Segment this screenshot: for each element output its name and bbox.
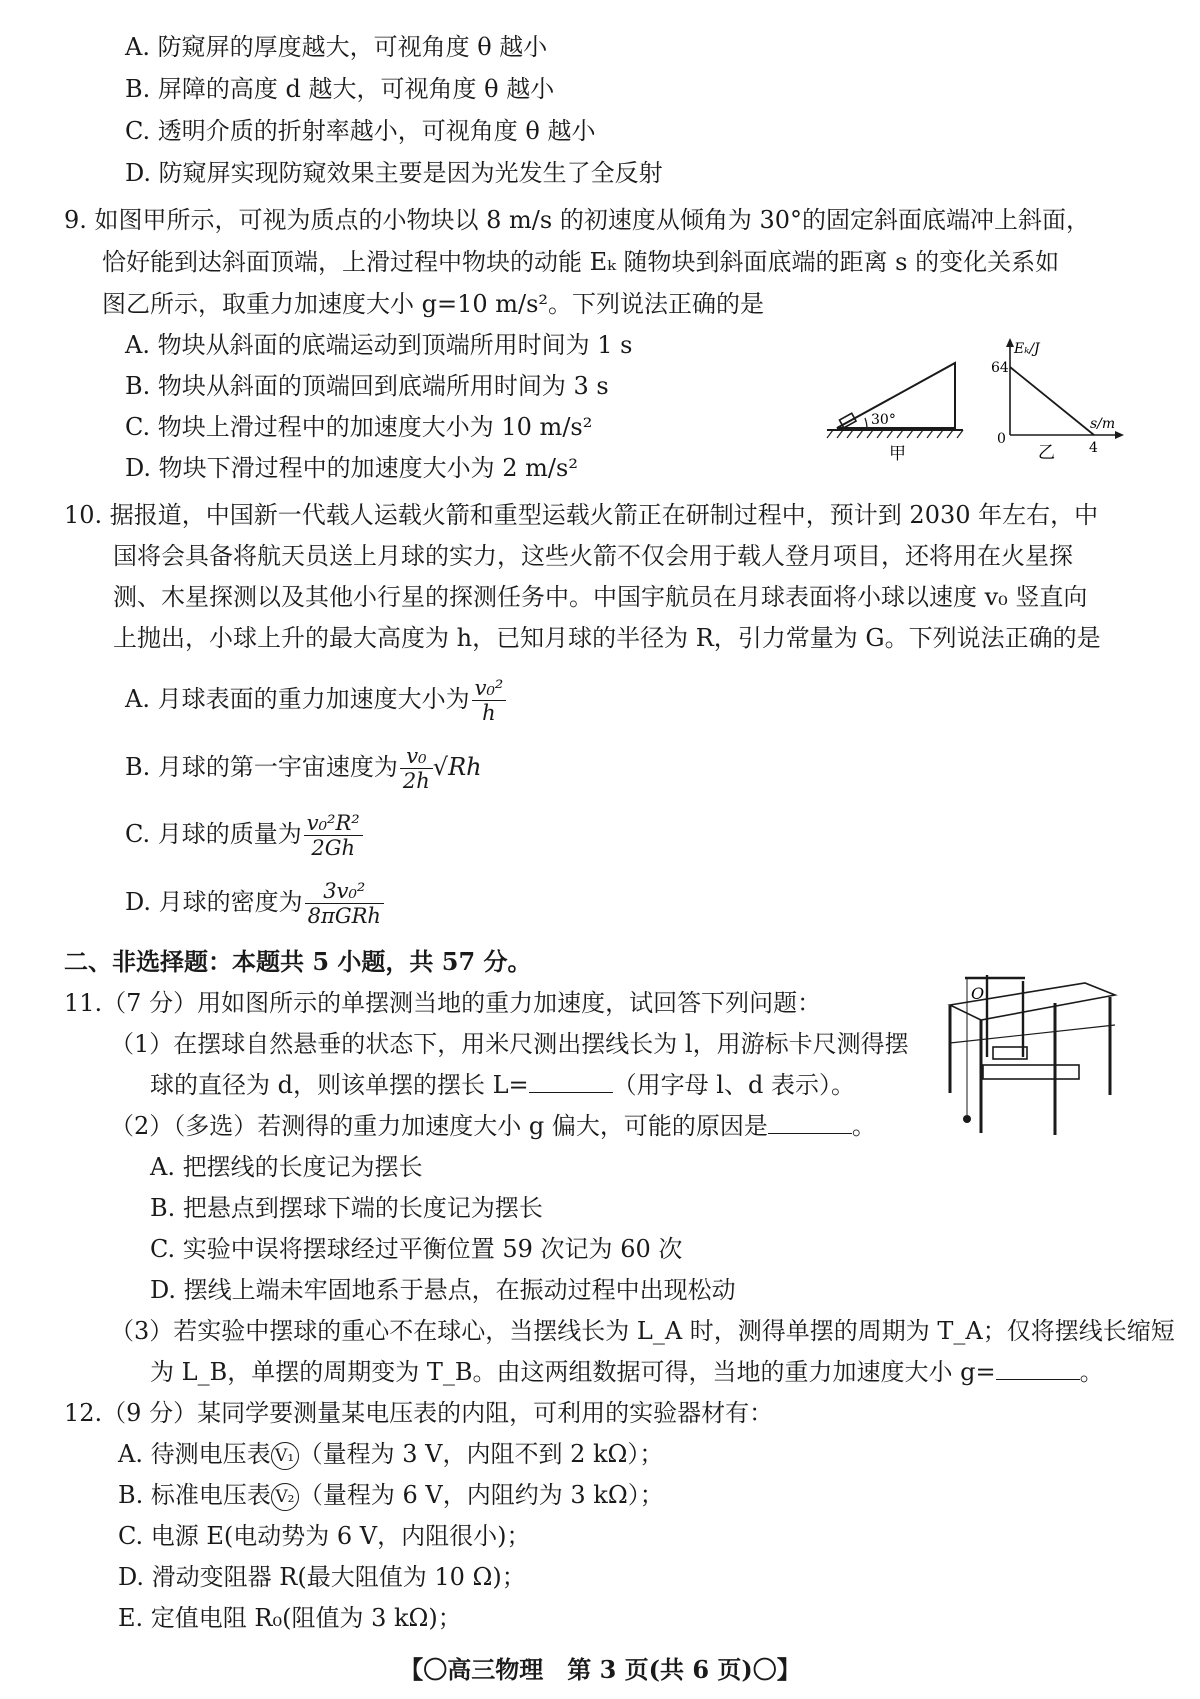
- q11-part1-line1: （1）在摆球自然悬垂的状态下，用米尺测出摆线长为 l，用游标卡尺测得摆: [110, 1030, 909, 1058]
- fraction-numerator: 3v₀²: [305, 879, 384, 904]
- figure-caption-yi: 乙: [1038, 443, 1055, 463]
- fraction-denominator: 2h: [402, 769, 430, 793]
- q11-part3-line2: [150, 1357, 1104, 1387]
- q10-option-d: [125, 875, 384, 929]
- q9-stem-line2: 恰好能到达斜面顶端，上滑过程中物块的动能 Eₖ 随物块到斜面底端的距离 s 的变化关系如: [102, 248, 1060, 276]
- q11-part1-text: 球的直径为 d，则该单摆的摆长 L=: [150, 1071, 529, 1099]
- q8-option-d: D. 防窥屏实现防窥效果主要是因为光发生了全反射: [125, 159, 663, 187]
- block: [839, 413, 856, 428]
- origin-label: 0: [997, 431, 1006, 447]
- q12-option-c: C. 电源 E(电动势为 6 V，内阻很小)；: [118, 1522, 531, 1550]
- q12-option-a-text: A. 待测电压表: [118, 1440, 271, 1468]
- q12-option-b-text: B. 标准电压表: [118, 1481, 271, 1509]
- page-footer: 【〇高三物理 第 3 页(共 6 页)〇】: [399, 1655, 801, 1684]
- angle-label: 30°: [871, 412, 896, 428]
- answer-blank-3[interactable]: [996, 1357, 1080, 1380]
- q11-part2-tail: 。: [851, 1112, 876, 1140]
- q10-stem-line1: 10. 据报道，中国新一代载人运载火箭和重型运载火箭正在研制过程中，预计到 2030 年左右，中: [64, 501, 1099, 529]
- x-value-label: 4: [1089, 440, 1098, 456]
- table-edge: [983, 1065, 1079, 1079]
- answer-blank-1[interactable]: [529, 1070, 613, 1093]
- q9-stem-line3: 图乙所示，取重力加速度大小 g=10 m/s²。下列说法正确的是: [102, 290, 765, 318]
- q11-option-c: C. 实验中误将摆球经过平衡位置 59 次记为 60 次: [150, 1235, 683, 1263]
- fraction-numerator: v₀²: [472, 676, 507, 701]
- answer-blank-2[interactable]: [768, 1111, 852, 1134]
- q8-option-c: C. 透明介质的折射率越小，可视角度 θ 越小: [125, 117, 596, 145]
- q9-option-c: C. 物块上滑过程中的加速度大小为 10 m/s²: [125, 413, 593, 441]
- q10-option-d-text: D. 月球的密度为: [125, 888, 303, 916]
- q12-option-d: D. 滑动变阻器 R(最大阻值为 10 Ω)；: [118, 1563, 526, 1591]
- table-bar: [950, 1025, 1115, 1043]
- q10-option-c-fraction: [304, 811, 363, 860]
- ek-line: [1010, 367, 1094, 435]
- fraction-denominator: 8πGRh: [307, 904, 381, 928]
- section-heading: 二、非选择题：本题共 5 小题，共 57 分。: [64, 947, 532, 976]
- ground-hatching: [827, 430, 963, 438]
- q9-option-b: B. 物块从斜面的顶端回到底端所用时间为 3 s: [125, 372, 609, 400]
- pendulum-bob: [963, 1115, 971, 1123]
- q11-part3-tail: 。: [1079, 1358, 1104, 1386]
- voltmeter-v1-symbol: V₁: [271, 1442, 299, 1470]
- q9-stem-line1: 9. 如图甲所示，可视为质点的小物块以 8 m/s 的初速度从倾角为 30°的固定斜面底端冲上斜面，: [64, 206, 1091, 234]
- q11-option-a: A. 把摆线的长度记为摆长: [150, 1153, 423, 1181]
- q10-option-b-fraction: [400, 744, 433, 793]
- q12-option-b: [118, 1480, 664, 1511]
- q10-option-c-text: C. 月球的质量为: [125, 820, 302, 848]
- q10-option-a: [125, 672, 506, 726]
- incline-figure: [825, 355, 970, 465]
- q10-stem-line4: 上抛出，小球上升的最大高度为 h，已知月球的半径为 R，引力常量为 G。下列说法正确的是: [113, 624, 1101, 652]
- y-value-label: 64: [991, 360, 1009, 376]
- fraction-denominator: h: [482, 701, 496, 725]
- q12-stem: 12.（9 分）某同学要测量某电压表的内阻，可利用的实验器材有：: [64, 1399, 774, 1427]
- q10-option-a-text: A. 月球表面的重力加速度大小为: [125, 685, 470, 713]
- q11-option-d: D. 摆线上端未牢固地系于悬点，在振动过程中出现松动: [150, 1276, 736, 1304]
- q11-part3-text: 为 L_B，单摆的周期变为 T_B。由这两组数据可得，当地的重力加速度大小 g=: [150, 1358, 996, 1386]
- q8-option-a: A. 防窥屏的厚度越大，可视角度 θ 越小: [125, 33, 548, 61]
- ek-s-graph: [990, 335, 1130, 465]
- q10-option-b: [125, 740, 482, 794]
- q10-option-a-fraction: [472, 676, 507, 725]
- q10-stem-line3: 测、木星探测以及其他小行星的探测任务中。中国宇航员在月球表面将小球以速度 v₀ 竖直向: [113, 583, 1088, 611]
- q10-option-b-text: B. 月球的第一宇宙速度为: [125, 753, 398, 781]
- x-axis-arrow: [1115, 431, 1124, 439]
- y-axis-arrow: [1006, 338, 1014, 347]
- y-axis-label: Eₖ/J: [1014, 341, 1040, 357]
- q11-part2-text: （2）（多选）若测得的重力加速度大小 g 偏大，可能的原因是: [110, 1112, 768, 1140]
- q12-option-a: [118, 1439, 663, 1470]
- fraction-denominator: 2Gh: [311, 836, 356, 860]
- figure-caption-jia: 甲: [889, 444, 906, 464]
- q12-option-e: E. 定值电阻 R₀(阻值为 3 kΩ)；: [118, 1604, 462, 1632]
- q11-part1-line2: [150, 1070, 855, 1100]
- voltmeter-v2-symbol: V₂: [271, 1483, 299, 1511]
- q10-stem-line2: 国将会具备将航天员送上月球的实力，这些火箭不仅会用于载人登月项目，还将用在火星探: [113, 542, 1073, 570]
- q9-option-d: D. 物块下滑过程中的加速度大小为 2 m/s²: [125, 454, 578, 482]
- fraction-numerator: v₀: [400, 744, 433, 769]
- q11-stem: 11.（7 分）用如图所示的单摆测当地的重力加速度，试回答下列问题：: [64, 989, 822, 1017]
- q11-part3-line1: （3）若实验中摆球的重心不在球心，当摆线长为 L_A 时，测得单摆的周期为 T_A；仅将摆线长缩短: [110, 1317, 1175, 1345]
- fraction-numerator: v₀²R²: [304, 811, 363, 836]
- q11-option-b: B. 把悬点到摆球下端的长度记为摆长: [150, 1194, 543, 1222]
- pivot-label: O: [971, 984, 985, 1003]
- q8-option-b: B. 屏障的高度 d 越大，可视角度 θ 越小: [125, 75, 555, 103]
- q9-option-a: A. 物块从斜面的底端运动到顶端所用时间为 1 s: [125, 331, 633, 359]
- q10-option-c: [125, 807, 363, 861]
- q10-option-d-fraction: [305, 879, 384, 928]
- q12-option-b-tail: （量程为 6 V，内阻约为 3 kΩ）；: [298, 1481, 664, 1509]
- q10-option-b-sqrt: √Rh: [432, 753, 482, 781]
- pendulum-apparatus-figure: [945, 975, 1120, 1140]
- q12-option-a-tail: （量程为 3 V，内阻不到 2 kΩ）；: [298, 1440, 664, 1468]
- x-axis-label: s/m: [1090, 416, 1116, 432]
- angle-arc: [865, 418, 867, 428]
- q11-part1-tail: （用字母 l、d 表示）。: [612, 1071, 855, 1099]
- q11-part2: [110, 1111, 876, 1141]
